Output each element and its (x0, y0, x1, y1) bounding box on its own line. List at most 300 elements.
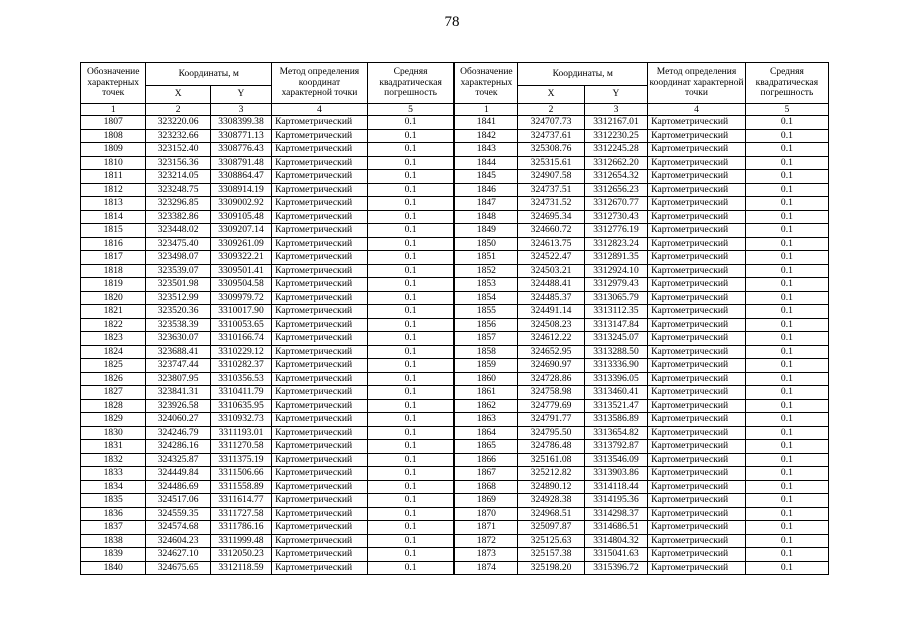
table-row (81, 170, 829, 184)
table-row (81, 237, 829, 251)
y-cell: 3310635.95 (210, 399, 271, 413)
y-cell: 3314804.32 (584, 534, 647, 548)
point-id-cell: 1810 (81, 156, 146, 170)
error-cell: 0.1 (745, 183, 828, 197)
point-id-cell: 1838 (81, 534, 146, 548)
error-cell: 0.1 (367, 399, 454, 413)
method-cell: Картометрический (648, 318, 746, 332)
column-number: 3 (210, 104, 271, 116)
error-cell: 0.1 (745, 386, 828, 400)
x-cell: 324508.23 (518, 318, 584, 332)
error-cell: 0.1 (745, 372, 828, 386)
method-cell: Картометрический (272, 278, 368, 292)
error-cell: 0.1 (367, 278, 454, 292)
error-cell: 0.1 (367, 129, 454, 143)
header-x: X (518, 86, 584, 104)
x-cell: 324485.37 (518, 291, 584, 305)
table-row (81, 426, 829, 440)
y-cell: 3312662.20 (584, 156, 647, 170)
x-cell: 323475.40 (146, 237, 210, 251)
x-cell: 323841.31 (146, 386, 210, 400)
error-cell: 0.1 (367, 534, 454, 548)
error-cell: 0.1 (745, 467, 828, 481)
point-id-cell: 1855 (454, 305, 517, 319)
x-cell: 323512.99 (146, 291, 210, 305)
point-id-cell: 1811 (81, 170, 146, 184)
x-cell: 324486.69 (146, 480, 210, 494)
y-cell: 3308399.38 (210, 116, 271, 130)
error-cell: 0.1 (745, 480, 828, 494)
error-cell: 0.1 (367, 251, 454, 265)
point-id-cell: 1814 (81, 210, 146, 224)
point-id-cell: 1860 (454, 372, 517, 386)
method-cell: Картометрический (648, 386, 746, 400)
header-point-id: Обозначение характерных точек (81, 63, 146, 104)
header-method: Метод определения координат характерной точки (648, 63, 746, 104)
method-cell: Картометрический (272, 251, 368, 265)
y-cell: 3311999.48 (210, 534, 271, 548)
table-row (81, 116, 829, 130)
point-id-cell: 1839 (81, 548, 146, 562)
x-cell: 324795.50 (518, 426, 584, 440)
x-cell: 323630.07 (146, 332, 210, 346)
point-id-cell: 1812 (81, 183, 146, 197)
point-id-cell: 1872 (454, 534, 517, 548)
x-cell: 324728.86 (518, 372, 584, 386)
table-row (81, 183, 829, 197)
point-id-cell: 1833 (81, 467, 146, 481)
point-id-cell: 1846 (454, 183, 517, 197)
method-cell: Картометрический (272, 237, 368, 251)
x-cell: 324503.21 (518, 264, 584, 278)
y-cell: 3313586.89 (584, 413, 647, 427)
error-cell: 0.1 (745, 359, 828, 373)
method-cell: Картометрический (272, 507, 368, 521)
y-cell: 3312924.10 (584, 264, 647, 278)
method-cell: Картометрический (648, 156, 746, 170)
method-cell: Картометрический (648, 372, 746, 386)
method-cell: Картометрический (648, 359, 746, 373)
table-row (81, 534, 829, 548)
y-cell: 3309261.09 (210, 237, 271, 251)
point-id-cell: 1819 (81, 278, 146, 292)
error-cell: 0.1 (745, 129, 828, 143)
x-cell: 324690.97 (518, 359, 584, 373)
table-row (81, 494, 829, 508)
method-cell: Картометрический (648, 507, 746, 521)
y-cell: 3313147.84 (584, 318, 647, 332)
x-cell: 323539.07 (146, 264, 210, 278)
column-number: 5 (367, 104, 454, 116)
method-cell: Картометрический (272, 426, 368, 440)
error-cell: 0.1 (745, 264, 828, 278)
column-number: 1 (81, 104, 146, 116)
y-cell: 3311193.01 (210, 426, 271, 440)
error-cell: 0.1 (367, 413, 454, 427)
x-cell: 324574.68 (146, 521, 210, 535)
y-cell: 3311558.89 (210, 480, 271, 494)
table-row (81, 129, 829, 143)
y-cell: 3311786.16 (210, 521, 271, 535)
error-cell: 0.1 (745, 197, 828, 211)
method-cell: Картометрический (648, 197, 746, 211)
y-cell: 3315396.72 (584, 561, 647, 575)
y-cell: 3310282.37 (210, 359, 271, 373)
table-row (81, 372, 829, 386)
y-cell: 3309105.48 (210, 210, 271, 224)
y-cell: 3313521.47 (584, 399, 647, 413)
error-cell: 0.1 (367, 224, 454, 238)
x-cell: 325125.63 (518, 534, 584, 548)
x-cell: 323448.02 (146, 224, 210, 238)
error-cell: 0.1 (745, 143, 828, 157)
table-row (81, 318, 829, 332)
coordinates-table (80, 62, 829, 575)
point-id-cell: 1837 (81, 521, 146, 535)
point-id-cell: 1865 (454, 440, 517, 454)
y-cell: 3310017.90 (210, 305, 271, 319)
method-cell: Картометрический (272, 264, 368, 278)
point-id-cell: 1840 (81, 561, 146, 575)
point-id-cell: 1825 (81, 359, 146, 373)
y-cell: 3309207.14 (210, 224, 271, 238)
method-cell: Картометрический (272, 332, 368, 346)
error-cell: 0.1 (745, 399, 828, 413)
y-cell: 3312891.35 (584, 251, 647, 265)
point-id-cell: 1848 (454, 210, 517, 224)
error-cell: 0.1 (367, 494, 454, 508)
x-cell: 324731.52 (518, 197, 584, 211)
error-cell: 0.1 (367, 426, 454, 440)
point-id-cell: 1823 (81, 332, 146, 346)
y-cell: 3315041.63 (584, 548, 647, 562)
x-cell: 323248.75 (146, 183, 210, 197)
method-cell: Картометрический (272, 291, 368, 305)
y-cell: 3313546.09 (584, 453, 647, 467)
method-cell: Картометрический (272, 156, 368, 170)
point-id-cell: 1807 (81, 116, 146, 130)
method-cell: Картометрический (272, 399, 368, 413)
x-cell: 324675.65 (146, 561, 210, 575)
x-cell: 324559.35 (146, 507, 210, 521)
table-row (81, 210, 829, 224)
column-number: 2 (518, 104, 584, 116)
method-cell: Картометрический (648, 413, 746, 427)
point-id-cell: 1871 (454, 521, 517, 535)
error-cell: 0.1 (367, 318, 454, 332)
method-cell: Картометрический (272, 183, 368, 197)
error-cell: 0.1 (745, 548, 828, 562)
column-number: 4 (272, 104, 368, 116)
error-cell: 0.1 (367, 170, 454, 184)
table-row (81, 156, 829, 170)
method-cell: Картометрический (272, 494, 368, 508)
y-cell: 3309322.21 (210, 251, 271, 265)
y-cell: 3308776.43 (210, 143, 271, 157)
error-cell: 0.1 (745, 116, 828, 130)
method-cell: Картометрический (272, 467, 368, 481)
header-error: Средняя квадратическая погрешность (745, 63, 828, 104)
y-cell: 3312656.23 (584, 183, 647, 197)
method-cell: Картометрический (272, 359, 368, 373)
x-cell: 324246.79 (146, 426, 210, 440)
error-cell: 0.1 (367, 197, 454, 211)
y-cell: 3310229.12 (210, 345, 271, 359)
table-row (81, 507, 829, 521)
method-cell: Картометрический (272, 345, 368, 359)
point-id-cell: 1859 (454, 359, 517, 373)
point-id-cell: 1831 (81, 440, 146, 454)
x-cell: 323501.98 (146, 278, 210, 292)
y-cell: 3309501.41 (210, 264, 271, 278)
method-cell: Картометрический (272, 413, 368, 427)
column-number: 4 (648, 104, 746, 116)
table-body (81, 104, 829, 575)
table-row (81, 440, 829, 454)
column-number: 5 (745, 104, 828, 116)
method-cell: Картометрический (272, 129, 368, 143)
column-number: 1 (454, 104, 517, 116)
method-cell: Картометрический (648, 264, 746, 278)
point-id-cell: 1809 (81, 143, 146, 157)
x-cell: 324890.12 (518, 480, 584, 494)
x-cell: 325308.76 (518, 143, 584, 157)
x-cell: 324522.47 (518, 251, 584, 265)
method-cell: Картометрический (272, 521, 368, 535)
method-cell: Картометрический (648, 183, 746, 197)
x-cell: 323688.41 (146, 345, 210, 359)
method-cell: Картометрический (272, 386, 368, 400)
y-cell: 3313396.05 (584, 372, 647, 386)
error-cell: 0.1 (745, 521, 828, 535)
point-id-cell: 1874 (454, 561, 517, 575)
error-cell: 0.1 (745, 440, 828, 454)
y-cell: 3308914.19 (210, 183, 271, 197)
x-cell: 323520.36 (146, 305, 210, 319)
column-number: 2 (146, 104, 210, 116)
method-cell: Картометрический (648, 116, 746, 130)
point-id-cell: 1821 (81, 305, 146, 319)
point-id-cell: 1830 (81, 426, 146, 440)
error-cell: 0.1 (745, 494, 828, 508)
x-cell: 324613.75 (518, 237, 584, 251)
point-id-cell: 1818 (81, 264, 146, 278)
error-cell: 0.1 (745, 291, 828, 305)
error-cell: 0.1 (745, 507, 828, 521)
point-id-cell: 1853 (454, 278, 517, 292)
point-id-cell: 1847 (454, 197, 517, 211)
point-id-cell: 1866 (454, 453, 517, 467)
header-error: Средняя квадратическая погрешность (367, 63, 454, 104)
point-id-cell: 1854 (454, 291, 517, 305)
x-cell: 323382.86 (146, 210, 210, 224)
y-cell: 3311270.58 (210, 440, 271, 454)
method-cell: Картометрический (272, 224, 368, 238)
y-cell: 3314298.37 (584, 507, 647, 521)
error-cell: 0.1 (367, 183, 454, 197)
method-cell: Картометрический (648, 467, 746, 481)
method-cell: Картометрический (648, 129, 746, 143)
error-cell: 0.1 (745, 224, 828, 238)
method-cell: Картометрический (648, 291, 746, 305)
x-cell: 324449.84 (146, 467, 210, 481)
y-cell: 3308771.13 (210, 129, 271, 143)
method-cell: Картометрический (272, 318, 368, 332)
point-id-cell: 1820 (81, 291, 146, 305)
point-id-cell: 1868 (454, 480, 517, 494)
y-cell: 3313245.07 (584, 332, 647, 346)
method-cell: Картометрический (272, 480, 368, 494)
error-cell: 0.1 (367, 561, 454, 575)
method-cell: Картометрический (648, 210, 746, 224)
method-cell: Картометрический (272, 534, 368, 548)
table-row (81, 480, 829, 494)
y-cell: 3312118.59 (210, 561, 271, 575)
table-row (81, 413, 829, 427)
method-cell: Картометрический (272, 453, 368, 467)
point-id-cell: 1828 (81, 399, 146, 413)
error-cell: 0.1 (367, 264, 454, 278)
point-id-cell: 1826 (81, 372, 146, 386)
y-cell: 3313112.35 (584, 305, 647, 319)
x-cell: 323232.66 (146, 129, 210, 143)
error-cell: 0.1 (367, 453, 454, 467)
table-row (81, 291, 829, 305)
method-cell: Картометрический (272, 116, 368, 130)
error-cell: 0.1 (745, 534, 828, 548)
point-id-cell: 1841 (454, 116, 517, 130)
table-row (81, 561, 829, 575)
x-cell: 324695.34 (518, 210, 584, 224)
y-cell: 3311375.19 (210, 453, 271, 467)
point-id-cell: 1808 (81, 129, 146, 143)
y-cell: 3313288.50 (584, 345, 647, 359)
page-number: 78 (444, 14, 460, 30)
header-coords: Координаты, м (146, 63, 272, 86)
error-cell: 0.1 (367, 143, 454, 157)
point-id-cell: 1852 (454, 264, 517, 278)
point-id-cell: 1864 (454, 426, 517, 440)
error-cell: 0.1 (367, 372, 454, 386)
table-row (81, 453, 829, 467)
method-cell: Картометрический (272, 197, 368, 211)
error-cell: 0.1 (745, 318, 828, 332)
method-cell: Картометрический (648, 399, 746, 413)
y-cell: 3312654.32 (584, 170, 647, 184)
header-x: X (146, 86, 210, 104)
y-cell: 3314686.51 (584, 521, 647, 535)
x-cell: 323152.40 (146, 143, 210, 157)
x-cell: 324517.06 (146, 494, 210, 508)
error-cell: 0.1 (745, 345, 828, 359)
y-cell: 3309504.58 (210, 278, 271, 292)
point-id-cell: 1827 (81, 386, 146, 400)
x-cell: 325161.08 (518, 453, 584, 467)
error-cell: 0.1 (367, 386, 454, 400)
x-cell: 324968.51 (518, 507, 584, 521)
y-cell: 3310356.53 (210, 372, 271, 386)
point-id-cell: 1863 (454, 413, 517, 427)
x-cell: 325097.87 (518, 521, 584, 535)
x-cell: 323807.95 (146, 372, 210, 386)
x-cell: 324786.48 (518, 440, 584, 454)
y-cell: 3310932.73 (210, 413, 271, 427)
error-cell: 0.1 (367, 237, 454, 251)
point-id-cell: 1856 (454, 318, 517, 332)
point-id-cell: 1862 (454, 399, 517, 413)
method-cell: Картометрический (272, 210, 368, 224)
y-cell: 3312230.25 (584, 129, 647, 143)
x-cell: 324060.27 (146, 413, 210, 427)
header-method: Метод определения координат характерной точки (272, 63, 368, 104)
y-cell: 3314118.44 (584, 480, 647, 494)
x-cell: 323538.39 (146, 318, 210, 332)
x-cell: 325212.82 (518, 467, 584, 481)
method-cell: Картометрический (272, 440, 368, 454)
error-cell: 0.1 (367, 480, 454, 494)
x-cell: 324488.41 (518, 278, 584, 292)
point-id-cell: 1861 (454, 386, 517, 400)
y-cell: 3312730.43 (584, 210, 647, 224)
x-cell: 324737.51 (518, 183, 584, 197)
point-id-cell: 1834 (81, 480, 146, 494)
point-id-cell: 1850 (454, 237, 517, 251)
y-cell: 3310166.74 (210, 332, 271, 346)
table-row (81, 332, 829, 346)
method-cell: Картометрический (648, 561, 746, 575)
point-id-cell: 1817 (81, 251, 146, 265)
point-id-cell: 1870 (454, 507, 517, 521)
error-cell: 0.1 (745, 413, 828, 427)
x-cell: 324604.23 (146, 534, 210, 548)
error-cell: 0.1 (367, 440, 454, 454)
x-cell: 324707.73 (518, 116, 584, 130)
point-id-cell: 1822 (81, 318, 146, 332)
y-cell: 3310411.79 (210, 386, 271, 400)
error-cell: 0.1 (745, 453, 828, 467)
point-id-cell: 1836 (81, 507, 146, 521)
y-cell: 3313903.86 (584, 467, 647, 481)
error-cell: 0.1 (367, 359, 454, 373)
y-cell: 3312050.23 (210, 548, 271, 562)
method-cell: Картометрический (272, 170, 368, 184)
method-cell: Картометрический (648, 521, 746, 535)
table-row (81, 197, 829, 211)
point-id-cell: 1824 (81, 345, 146, 359)
x-cell: 324627.10 (146, 548, 210, 562)
method-cell: Картометрический (272, 143, 368, 157)
method-cell: Картометрический (648, 453, 746, 467)
y-cell: 3312167.01 (584, 116, 647, 130)
x-cell: 323220.06 (146, 116, 210, 130)
point-id-cell: 1835 (81, 494, 146, 508)
point-id-cell: 1867 (454, 467, 517, 481)
y-cell: 3311506.66 (210, 467, 271, 481)
method-cell: Картометрический (648, 534, 746, 548)
error-cell: 0.1 (367, 116, 454, 130)
y-cell: 3313460.41 (584, 386, 647, 400)
y-cell: 3308864.47 (210, 170, 271, 184)
x-cell: 325315.61 (518, 156, 584, 170)
table-row (81, 143, 829, 157)
point-id-cell: 1829 (81, 413, 146, 427)
x-cell: 323747.44 (146, 359, 210, 373)
point-id-cell: 1849 (454, 224, 517, 238)
error-cell: 0.1 (745, 305, 828, 319)
table-row (81, 467, 829, 481)
column-number: 3 (584, 104, 647, 116)
method-cell: Картометрический (648, 278, 746, 292)
